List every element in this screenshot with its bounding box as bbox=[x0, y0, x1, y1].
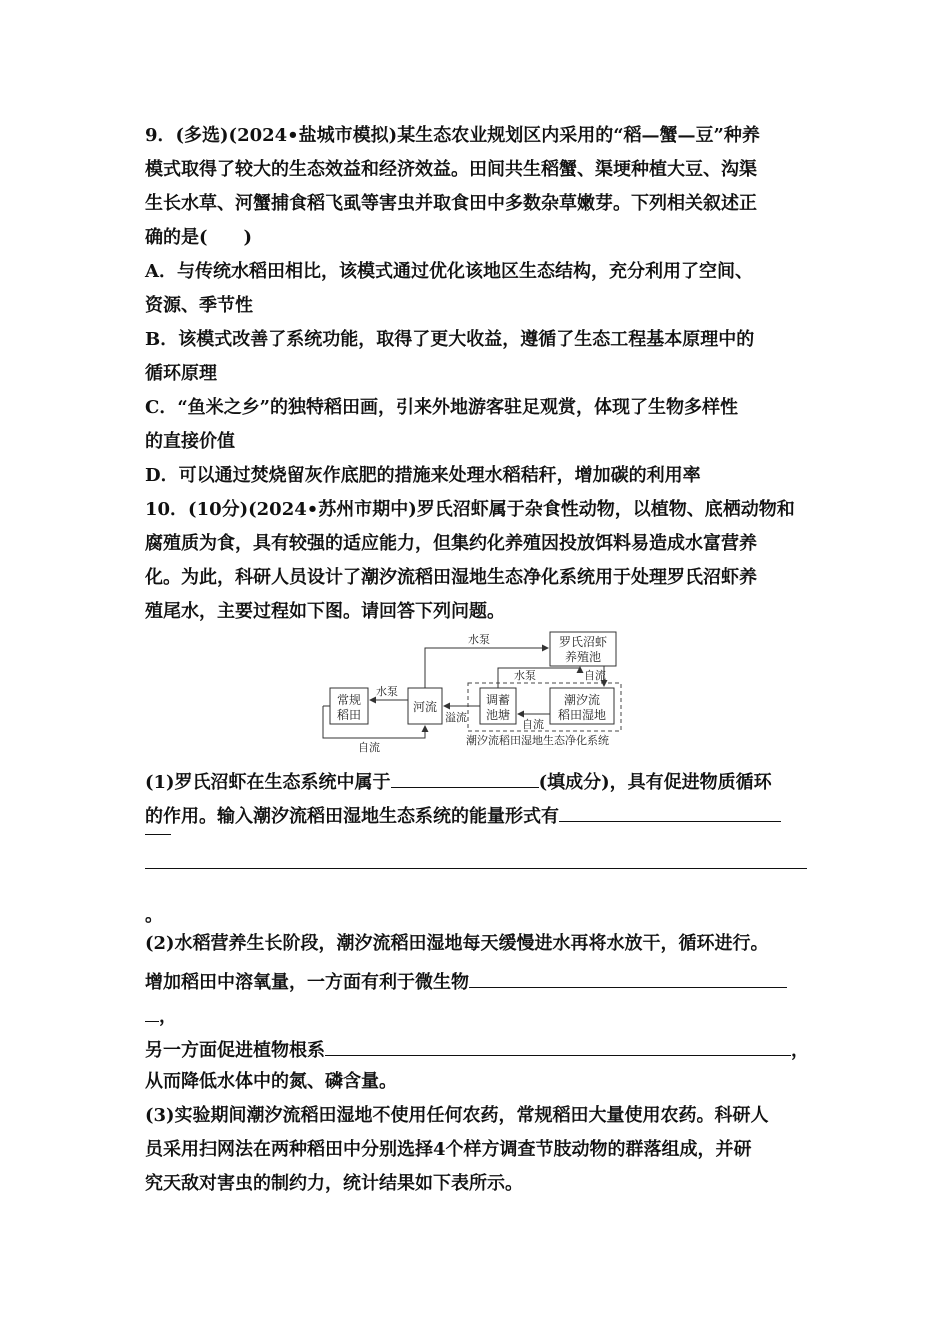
q10-2-line-5: 从而降低水体中的氮、磷含量。 bbox=[145, 1071, 397, 1092]
answer-blank-component[interactable] bbox=[391, 768, 539, 788]
q10-stem-line-3: 化。为此，科研人员设计了潮汐流稻田湿地生态净化系统用于处理罗氏沼虾养 bbox=[145, 567, 757, 588]
answer-blank-microbe-1[interactable] bbox=[469, 968, 787, 988]
q10-stem-line-1: 10．(10分)(2024•苏州市期中)罗氏沼虾属于杂食性动物，以植物、底栖动物和 bbox=[145, 499, 795, 520]
label-overflow: 溢流 bbox=[445, 711, 467, 724]
box-storage-pond-line-2: 池塘 bbox=[485, 708, 511, 722]
q10-3-line-2: 员采用扫网法在两种稻田中分别选择4个样方调查节肢动物的群落组成，并研 bbox=[145, 1139, 752, 1160]
box-conventional-rice-field-line-2: 稻田 bbox=[336, 708, 362, 722]
q9-stem-line-3: 生长水草、河蟹捕食稻飞虱等害虫并取食田中多数杂草嫩芽。下列相关叙述正 bbox=[145, 193, 757, 214]
arrow-pond-to-shrimp-line bbox=[498, 668, 580, 688]
q10-stem-line-4: 殖尾水，主要过程如下图。请回答下列问题。 bbox=[145, 601, 505, 622]
q10-1-line-1 bbox=[145, 768, 810, 795]
box-shrimp-pond-line-1: 罗氏沼虾 bbox=[558, 635, 608, 649]
box-tidal-wetland-line-1: 潮汐流 bbox=[563, 693, 601, 707]
box-shrimp-pond bbox=[550, 632, 616, 666]
q9-stem-line-1: 9．(多选)(2024•盐城市模拟)某生态农业规划区内采用的“稻—蟹—豆”种养 bbox=[145, 125, 760, 146]
q9-option-d: D．可以通过焚烧留灰作底肥的措施来处理水稻秸秆，增加碳的利用率 bbox=[145, 465, 701, 486]
box-storage-pond bbox=[480, 688, 516, 724]
q9-stem-line-4: 确的是( ) bbox=[145, 227, 253, 248]
label-gravity-bottom: 自流 bbox=[522, 718, 544, 731]
q9-option-c-line-2: 的直接价值 bbox=[145, 431, 235, 452]
label-pump-top: 水泵 bbox=[468, 633, 490, 646]
box-river bbox=[408, 688, 442, 724]
label-pump-mid: 水泵 bbox=[514, 669, 536, 682]
q10-2-comma-2: ， bbox=[791, 1040, 809, 1061]
wastewater-treatment-flow-diagram bbox=[318, 628, 628, 756]
q10-2-line-2 bbox=[145, 968, 810, 995]
answer-blank-microbe-2[interactable] bbox=[145, 1002, 159, 1022]
box-tidal-wetland bbox=[550, 688, 614, 724]
q10-1-line-2 bbox=[145, 802, 810, 829]
box-shrimp-pond-line-2: 养殖池 bbox=[564, 650, 602, 664]
answer-blank-energy-form-1[interactable] bbox=[559, 802, 781, 822]
q10-2-line-3 bbox=[145, 1002, 810, 1029]
q10-2-text-b: 另一方面促进植物根系 bbox=[145, 1040, 325, 1061]
svg-text:河流: 河流 bbox=[412, 700, 438, 714]
box-tidal-wetland-line-2: 稻田湿地 bbox=[557, 708, 607, 722]
answer-blank-root[interactable] bbox=[325, 1036, 791, 1056]
box-storage-pond-line-1: 调蓄 bbox=[485, 693, 511, 707]
q9-option-a-line-1: A．与传统水稻田相比，该模式通过优化该地区生态结构，充分利用了空间、 bbox=[145, 261, 753, 282]
q10-1-text-b: (填成分)，具有促进物质循环 bbox=[538, 772, 772, 793]
q10-2-comma-1: ， bbox=[159, 1006, 177, 1027]
q9-option-c-line-1: C．“鱼米之乡”的独特稻田画，引来外地游客驻足观赏，体现了生物多样性 bbox=[145, 397, 739, 418]
q9-option-a-line-2: 资源、季节性 bbox=[145, 295, 253, 316]
q10-1-end-mark: 。 bbox=[145, 905, 163, 926]
q10-1-text-c: 的作用。输入潮汐流稻田湿地生态系统的能量形式有 bbox=[145, 806, 559, 827]
q10-2-line-1: (2)水稻营养生长阶段，潮汐流稻田湿地每天缓慢进水再将水放干，循环进行。 bbox=[145, 933, 769, 954]
label-gravity-left: 自流 bbox=[358, 741, 380, 754]
q9-stem-line-2: 模式取得了较大的生态效益和经济效益。田间共生稻蟹、渠埂种植大豆、沟渠 bbox=[145, 159, 757, 180]
q10-3-line-1: (3)实验期间潮汐流稻田湿地不使用任何农药，常规稻田大量使用农药。科研人 bbox=[145, 1105, 769, 1126]
q10-2-line-4 bbox=[145, 1036, 810, 1063]
q9-option-b-line-2: 循环原理 bbox=[145, 363, 217, 384]
system-caption: 潮汐流稻田湿地生态净化系统 bbox=[466, 734, 609, 747]
box-conventional-rice-field-line-1: 常规 bbox=[336, 693, 362, 707]
q10-stem-line-2: 腐殖质为食，具有较强的适应能力，但集约化养殖因投放饵料易造成水富营养 bbox=[145, 533, 757, 554]
q10-3-line-3: 究天敌对害虫的制约力，统计结果如下表所示。 bbox=[145, 1173, 523, 1194]
box-conventional-rice-field bbox=[330, 688, 368, 724]
label-pump-left: 水泵 bbox=[376, 685, 398, 698]
q10-2-text-a: 增加稻田中溶氧量，一方面有利于微生物 bbox=[145, 972, 469, 993]
answer-blank-energy-form-2[interactable] bbox=[145, 834, 171, 835]
q10-1-text-a: (1)罗氏沼虾在生态系统中属于 bbox=[145, 772, 391, 793]
label-gravity-right: 自流 bbox=[584, 669, 606, 682]
q9-option-b-line-1: B．该模式改善了系统功能，取得了更大收益，遵循了生态工程基本原理中的 bbox=[145, 329, 755, 350]
answer-blank-energy-form-3[interactable] bbox=[145, 868, 807, 869]
